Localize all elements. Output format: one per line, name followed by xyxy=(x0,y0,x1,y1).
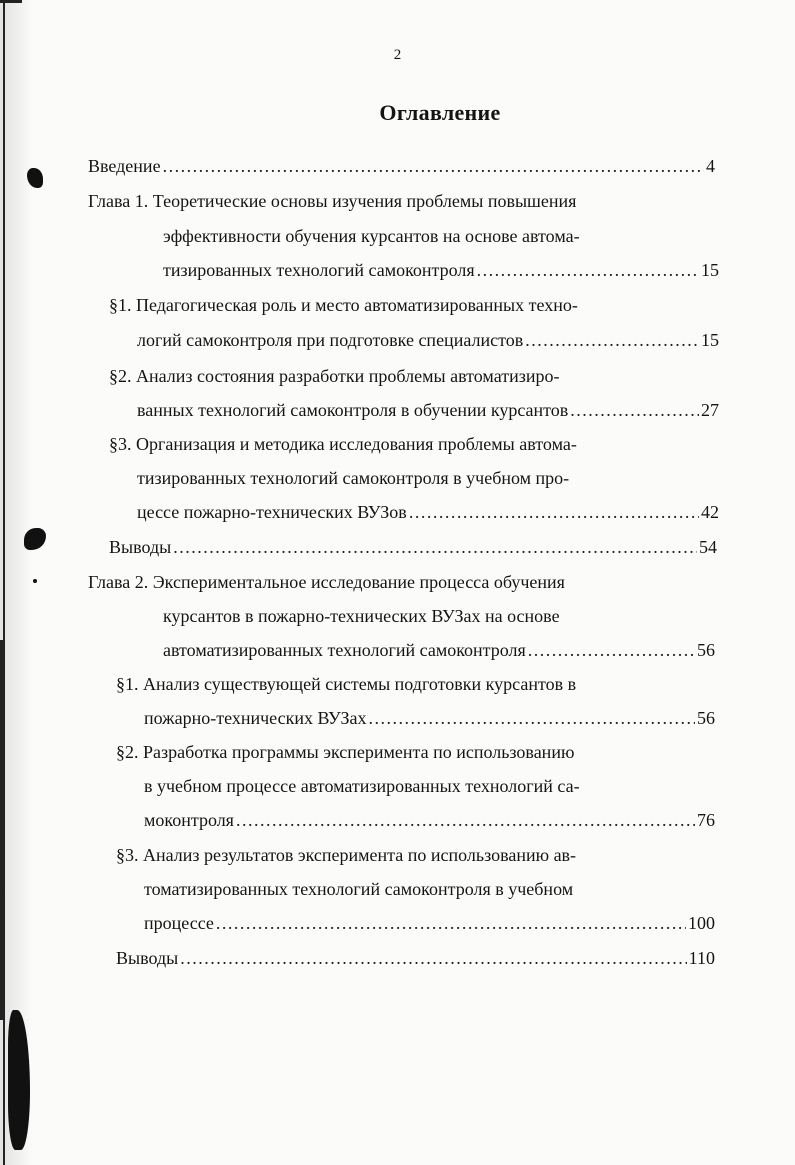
toc-line xyxy=(116,946,715,970)
toc-page-number: 56 xyxy=(697,708,715,728)
toc-line: §1. Анализ существующей системы подготовки курсантов в xyxy=(116,674,577,694)
toc-entry-text: ванных технологий самоконтроля в обучении курсантов xyxy=(137,400,569,420)
toc-line xyxy=(144,911,715,935)
toc-line xyxy=(163,258,719,282)
dot-leader xyxy=(525,328,699,352)
toc-entry-text: логий самоконтроля при подготовке специалистов xyxy=(137,330,524,350)
toc-line: §1. Педагогическая роль и место автоматизированных техно- xyxy=(109,295,578,315)
toc-entry-text: моконтроля xyxy=(144,810,234,830)
dot-leader xyxy=(477,258,699,282)
toc-line: тизированных технологий самоконтроля в учебном про- xyxy=(137,468,570,488)
toc-page-number: 42 xyxy=(701,502,719,522)
toc-line xyxy=(88,154,715,178)
toc-line xyxy=(163,638,715,662)
toc-entry-text: процессе xyxy=(144,913,214,933)
toc-line: эффективности обучения курсантов на основе автома- xyxy=(163,226,580,246)
toc-page-number: 76 xyxy=(697,810,715,830)
toc-entry-text: Выводы xyxy=(116,948,179,968)
toc-line xyxy=(137,500,719,524)
scan-dot xyxy=(33,579,37,583)
toc-entry-text: пожарно-технических ВУЗах xyxy=(144,708,367,728)
toc-line xyxy=(137,328,719,352)
dot-leader xyxy=(570,398,699,422)
toc-line xyxy=(109,535,717,559)
toc-line: Глава 2. Экспериментальное исследование процесса обучения xyxy=(88,572,565,592)
page-number: 2 xyxy=(393,47,402,63)
toc-page-number: 110 xyxy=(688,948,715,968)
toc-line xyxy=(137,398,719,422)
dot-leader xyxy=(409,500,699,524)
dot-leader xyxy=(216,911,686,935)
toc-line: §3. Организация и методика исследования проблемы автома- xyxy=(109,434,577,454)
toc-line: Глава 1. Теоретические основы изучения проблемы повышения xyxy=(88,191,577,211)
toc-title: Оглавление xyxy=(379,100,501,125)
dot-leader xyxy=(369,706,695,730)
dot-leader xyxy=(180,946,686,970)
dot-leader xyxy=(528,638,695,662)
dot-leader xyxy=(173,535,697,559)
toc-line: §3. Анализ результатов эксперимента по использованию ав- xyxy=(116,845,577,865)
toc-page-number: 54 xyxy=(699,537,717,557)
toc-entry-text: цессе пожарно-технических ВУЗов xyxy=(137,502,407,522)
toc-line xyxy=(144,808,715,832)
toc-line: §2. Разработка программы эксперимента по использованию xyxy=(116,742,575,762)
dot-leader xyxy=(163,154,704,178)
scan-edge-dark xyxy=(0,640,5,1020)
toc-line: в учебном процессе автоматизированных технологий са- xyxy=(144,776,580,796)
toc-line: томатизированных технологий самоконтроля в учебном xyxy=(144,879,574,899)
dot-leader xyxy=(236,808,695,832)
toc-page-number: 15 xyxy=(701,260,719,280)
toc-entry-text: Введение xyxy=(88,156,161,176)
toc-line xyxy=(144,706,715,730)
toc-line: §2. Анализ состояния разработки проблемы автоматизиро- xyxy=(109,366,560,386)
scan-top-mark xyxy=(0,0,22,3)
toc-page-number: 15 xyxy=(701,330,719,350)
toc-page-number: 56 xyxy=(697,640,715,660)
toc-entry-text: Выводы xyxy=(109,537,172,557)
toc-entry-text: тизированных технологий самоконтроля xyxy=(163,260,475,280)
toc-page-number: 27 xyxy=(701,400,719,420)
toc-entry-text: автоматизированных технологий самоконтроля xyxy=(163,640,526,660)
toc-page-number: 100 xyxy=(688,913,715,933)
toc-line: курсантов в пожарно-технических ВУЗах на основе xyxy=(163,606,560,626)
toc-page-number: 4 xyxy=(706,156,715,176)
